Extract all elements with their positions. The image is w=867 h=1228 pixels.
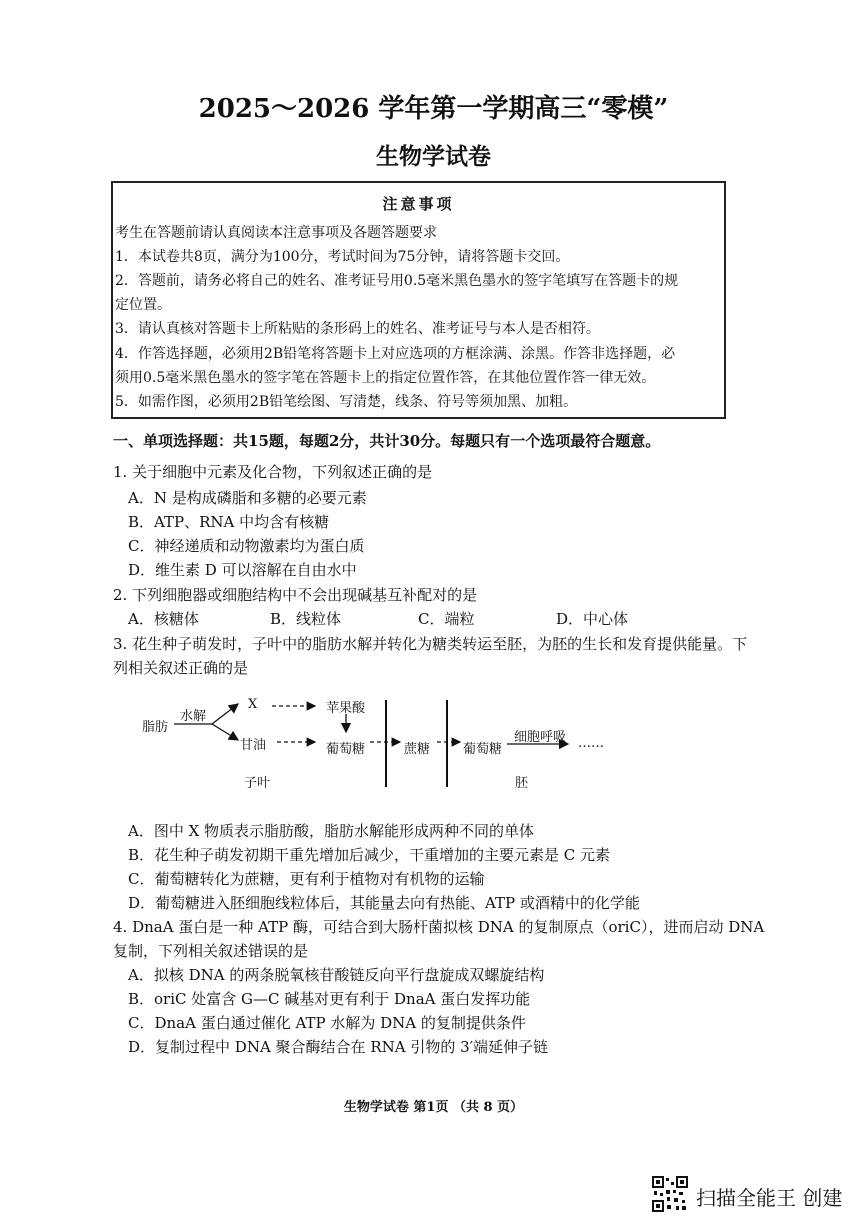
diagram-fat: 脂肪 [142,720,169,735]
q1-stem: 1. 关于细胞中元素及化合物，下列叙述正确的是 [113,463,433,481]
q3-stem-cont: 列相关叙述正确的是 [113,659,249,677]
q1-option-a: A．N 是构成磷脂和多糖的必要元素 [128,489,367,507]
q4-stem: 4. DnaA 蛋白是一种 ATP 酶，可结合到大肠杆菌拟核 DNA 的复制原点（oriC），进而启动 DNA [113,918,765,936]
diagram-embryo-label: 胚 [515,776,529,791]
diagram-x: X [248,697,258,712]
q3-option-a: A．图中 X 物质表示脂肪酸，脂肪水解能形成两种不同的单体 [128,822,535,840]
q3-option-b: B．花生种子萌发初期干重先增加后减少，干重增加的主要元素是 C 元素 [128,846,611,864]
diagram-cotyledon-label: 子叶 [244,776,271,791]
diagram-glucose-cotyledon: 葡萄糖 [326,742,366,757]
q2-stem: 2. 下列细胞器或细胞结构中不会出现碱基互补配对的是 [113,586,478,604]
q2-option-c: C．端粒 [418,610,475,628]
q4-stem-cont: 复制，下列相关叙述错误的是 [113,942,309,960]
q1-option-d: D．维生素 D 可以溶解在自由水中 [128,561,357,579]
q4-option-a: A．拟核 DNA 的两条脱氧核苷酸链反向平行盘旋成双螺旋结构 [128,966,545,984]
q1-option-b: B．ATP、RNA 中均含有核糖 [128,513,330,531]
diagram-ellipsis: …… [578,736,604,751]
q3-option-d: D．葡萄糖进入胚细胞线粒体后，其能量去向有热能、ATP 或酒精中的化学能 [128,894,640,912]
section-heading: 一、单项选择题：共15题，每题2分，共计30分。每题只有一个选项最符合题意。 [113,432,661,450]
page-footer: 生物学试卷 第1页 （共 8 页） [343,1100,524,1115]
diagram-sucrose: 蔗糖 [404,742,431,757]
notice-intro: 考生在答题前请认真阅读本注意事项及各题答题要求 [115,225,437,241]
diagram-hydrolysis: 水解 [180,709,207,724]
q4-option-c: C．DnaA 蛋白通过催化 ATP 水解为 DNA 的复制提供条件 [128,1014,526,1032]
q1-option-c: C．神经递质和动物激素均为蛋白质 [128,537,365,555]
diagram-respiration: 细胞呼吸 [514,730,567,745]
notice-line: 2．答题前，请务必将自己的姓名、准考证号用0.5毫米黑色墨水的签字笔填写在答题卡的规 [115,273,679,289]
notice-line: 5．如需作图，必须用2B铅笔绘图、写清楚，线条、符号等须加黑、加粗。 [115,394,578,410]
diagram-glycerol: 甘油 [240,738,267,753]
notice-line: 3．请认真核对答题卡上所粘贴的条形码上的姓名、准考证号与本人是否相符。 [115,321,600,337]
diagram-malic-acid: 苹果酸 [326,701,366,716]
q4-option-b: B．oriC 处富含 G—C 碱基对更有利于 DnaA 蛋白发挥功能 [128,990,531,1008]
diagram-glucose-embryo: 葡萄糖 [463,742,503,757]
exam-subtitle: 生物学试卷 [376,143,491,170]
q3-option-c: C．葡萄糖转化为蔗糖，更有利于植物对有机物的运输 [128,870,485,888]
notice-line: 1．本试卷共8页，满分为100分，考试时间为75分钟，请将答题卡交回。 [115,249,570,265]
notice-line: 须用0.5毫米黑色墨水的签字笔在答题卡上的指定位置作答，在其他位置作答一律无效。 [115,370,656,386]
q2-option-a: A．核糖体 [128,610,199,628]
exam-title: 2025～2026 学年第一学期高三“零模” [198,94,669,124]
notice-heading: 注意事项 [382,195,455,213]
notice-line: 定位置。 [115,297,171,313]
q3-stem: 3. 花生种子萌发时，子叶中的脂肪水解并转化为糖类转运至胚，为胚的生长和发育提供能量。下 [113,635,748,653]
qr-code-icon [652,1176,688,1212]
q2-option-d: D．中心体 [556,610,629,628]
q4-option-d: D．复制过程中 DNA 聚合酶结合在 RNA 引物的 3′端延伸子链 [128,1038,549,1056]
q2-option-b: B．线粒体 [270,610,342,628]
scanner-watermark: 扫描全能王 创建 [696,1186,843,1210]
notice-line: 4．作答选择题，必须用2B铅笔将答题卡上对应选项的方框涂满、涂黑。作答非选择题，必 [115,346,676,362]
